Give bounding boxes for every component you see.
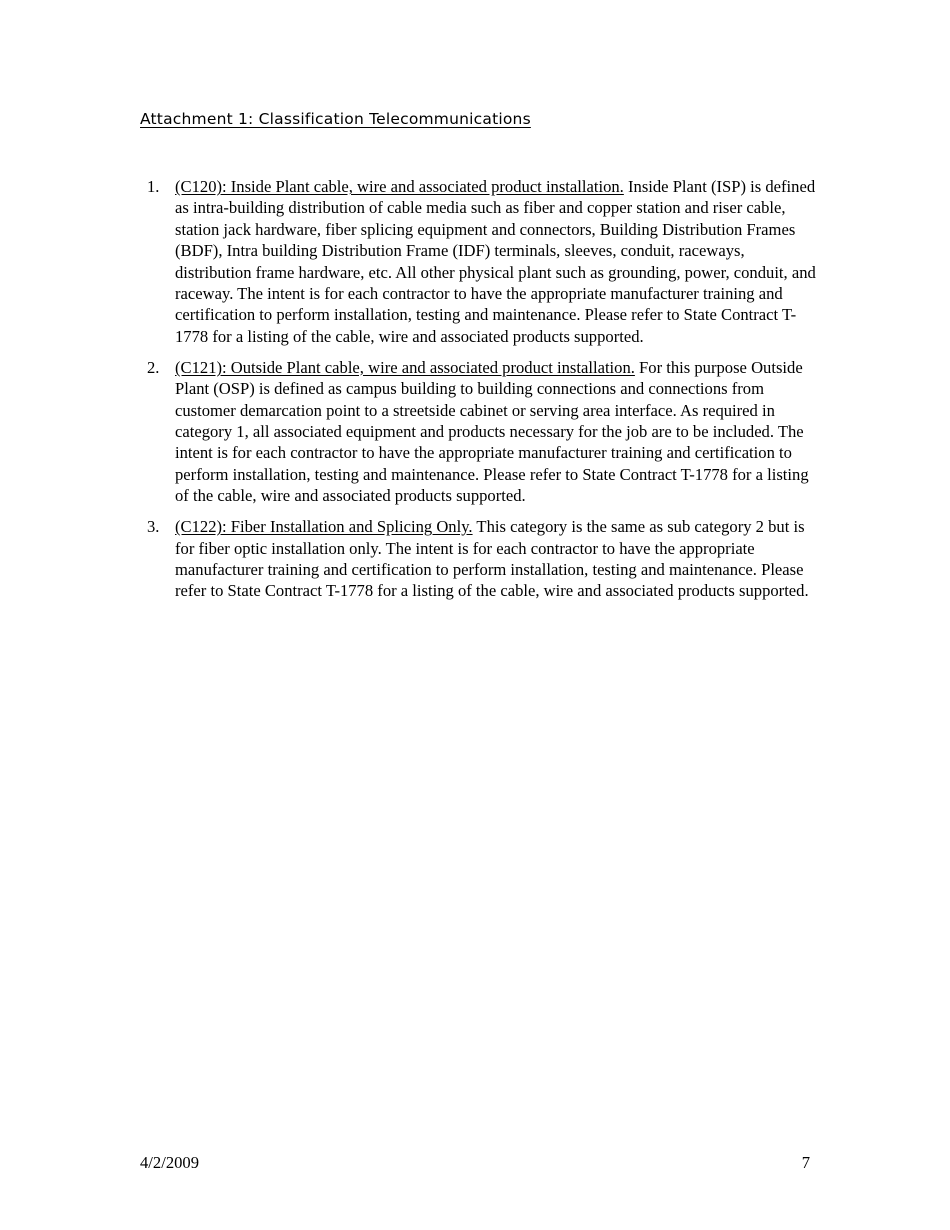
- footer-page-number: 7: [801, 1153, 810, 1172]
- item-body: This category is the same as sub category 2 but is for fiber optic installation only. The intent is for each contractor to have the appropriate manufacturer training and certification to perform installation, testing and maintenance. Please refer to State Contract T-1778 for a listing of the cable, wire and associated products supported.: [175, 517, 809, 601]
- page-title: Attachment 1: Classification Telecommunications: [140, 110, 531, 128]
- item-number: 3.: [147, 517, 160, 537]
- list-item-c120: [140, 176, 820, 347]
- item-heading: (C122): Fiber Installation and Splicing Only.: [175, 517, 473, 537]
- footer-date: 4/2/2009: [140, 1153, 200, 1172]
- list-item-c121: [140, 357, 820, 507]
- item-number: 1.: [147, 177, 160, 196]
- item-body: For this purpose Outside Plant (OSP) is defined as campus building to building connections and connections from customer demarcation point to a streetside cabinet or serving area interface. As required in category 1, all associated equipment and products necessary for the job are to be included. The intent is for each contractor to have the appropriate manufacturer training and certification to perform installation, testing and maintenance. Please refer to State Contract T-1778 for a listing of the cable, wire and associated products supported.: [175, 357, 809, 506]
- list-item-c122: [140, 516, 820, 602]
- classification-list: [140, 176, 820, 611]
- item-number: 2.: [147, 357, 160, 377]
- item-body: Inside Plant (ISP) is defined as intra-building distribution of cable media such as fiber and copper station and riser cable, station jack hardware, fiber splicing equipment and connectors, Building Distribution Frames (BDF), Intra building Distribution Frame (IDF) terminals, sleeves, conduit, raceways, distribution frame hardware, etc. All other physical plant such as grounding, power, conduit, and raceway. The intent is for each contractor to have the appropriate manufacturer training and certification to perform installation, testing and maintenance. Please refer to State Contract T-1778 for a listing of the cable, wire and associated products supported.: [175, 177, 816, 346]
- item-heading: (C120): Inside Plant cable, wire and associated product installation.: [175, 177, 624, 196]
- item-heading: (C121): Outside Plant cable, wire and associated product installation.: [175, 357, 635, 377]
